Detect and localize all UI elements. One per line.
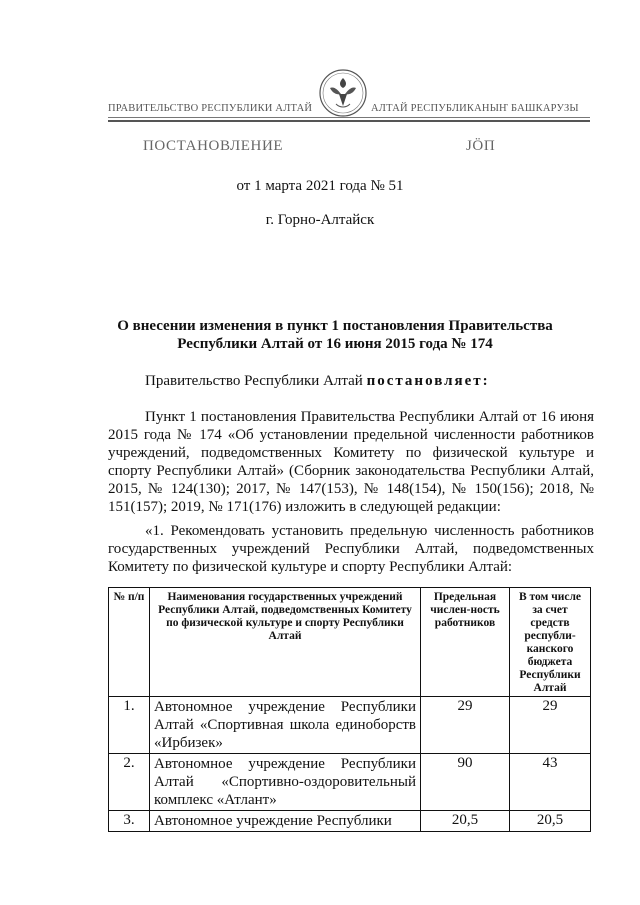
paragraph-2: «1. Рекомендовать установить предельную численность работников государственных учреждений Республики Алтай, подведомственных Комитету по физической культуре и спорту Республики Алтай: <box>108 523 594 575</box>
row-budget: 43 <box>510 754 591 811</box>
staff-limit-table <box>108 587 591 832</box>
decree-line <box>145 373 490 390</box>
header-institution: Наименования государственных учреждений Республики Алтай, подведомственных Комитету по физической культуре и спорту Республики Алтай <box>150 588 421 697</box>
header-number: № п/п <box>109 588 150 697</box>
doc-type-altai: ЈӦП <box>466 138 496 154</box>
header-right-title: АЛТАЙ РЕСПУБЛИКАНЫҤ БАШКАРУЗЫ <box>371 103 579 114</box>
document-city: г. Горно-Алтайск <box>265 212 375 228</box>
row-number: 1. <box>109 697 150 754</box>
document-title: О внесении изменения в пункт 1 постановления Правительства Республики Алтай от 16 июня 2015 года № 174 <box>117 318 553 352</box>
table-row <box>109 811 591 832</box>
table-row <box>109 697 591 754</box>
header-divider-thick <box>108 120 590 122</box>
row-number: 3. <box>109 811 150 832</box>
row-limit: 20,5 <box>421 811 510 832</box>
decree-verb: постановляет: <box>366 373 490 389</box>
row-limit: 90 <box>421 754 510 811</box>
row-budget: 29 <box>510 697 591 754</box>
document-date: от 1 марта 2021 года № 51 <box>236 178 404 194</box>
paragraph-1: Пункт 1 постановления Правительства Республики Алтай от 16 июня 2015 года № 174 «Об установлении предельной численности работников учреждений, подведомственных Комитету по физической культуре и спорту Республики Алтай» (Сборник законодательства Республики Алтай, 2015, № 124(130); 2017, № 147(153), № 148(154), № 150(156); 2018, № 151(157); 2019, № 171(176) изложить в следующей редакции: <box>108 409 594 515</box>
row-institution: Автономное учреждение Республики Алтай «Спортивная школа единоборств «Ирбизек» <box>150 697 421 754</box>
decree-prefix: Правительство Республики Алтай <box>145 373 367 389</box>
row-budget: 20,5 <box>510 811 591 832</box>
row-institution: Автономное учреждение Республики <box>150 811 421 832</box>
row-number: 2. <box>109 754 150 811</box>
doc-type-russian: ПОСТАНОВЛЕНИЕ <box>143 138 284 154</box>
header-divider <box>108 117 590 118</box>
header-budget: В том числе за счет средств республи-канского бюджета Республики Алтай <box>510 588 591 697</box>
header-left-title: ПРАВИТЕЛЬСТВО РЕСПУБЛИКИ АЛТАЙ <box>108 103 313 114</box>
row-institution: Автономное учреждение Республики Алтай «Спортивно-оздоровительный комплекс «Атлант» <box>150 754 421 811</box>
header-limit: Предельная числен-ность работников <box>421 588 510 697</box>
table-row <box>109 754 591 811</box>
row-limit: 29 <box>421 697 510 754</box>
table-header-row <box>109 588 591 697</box>
